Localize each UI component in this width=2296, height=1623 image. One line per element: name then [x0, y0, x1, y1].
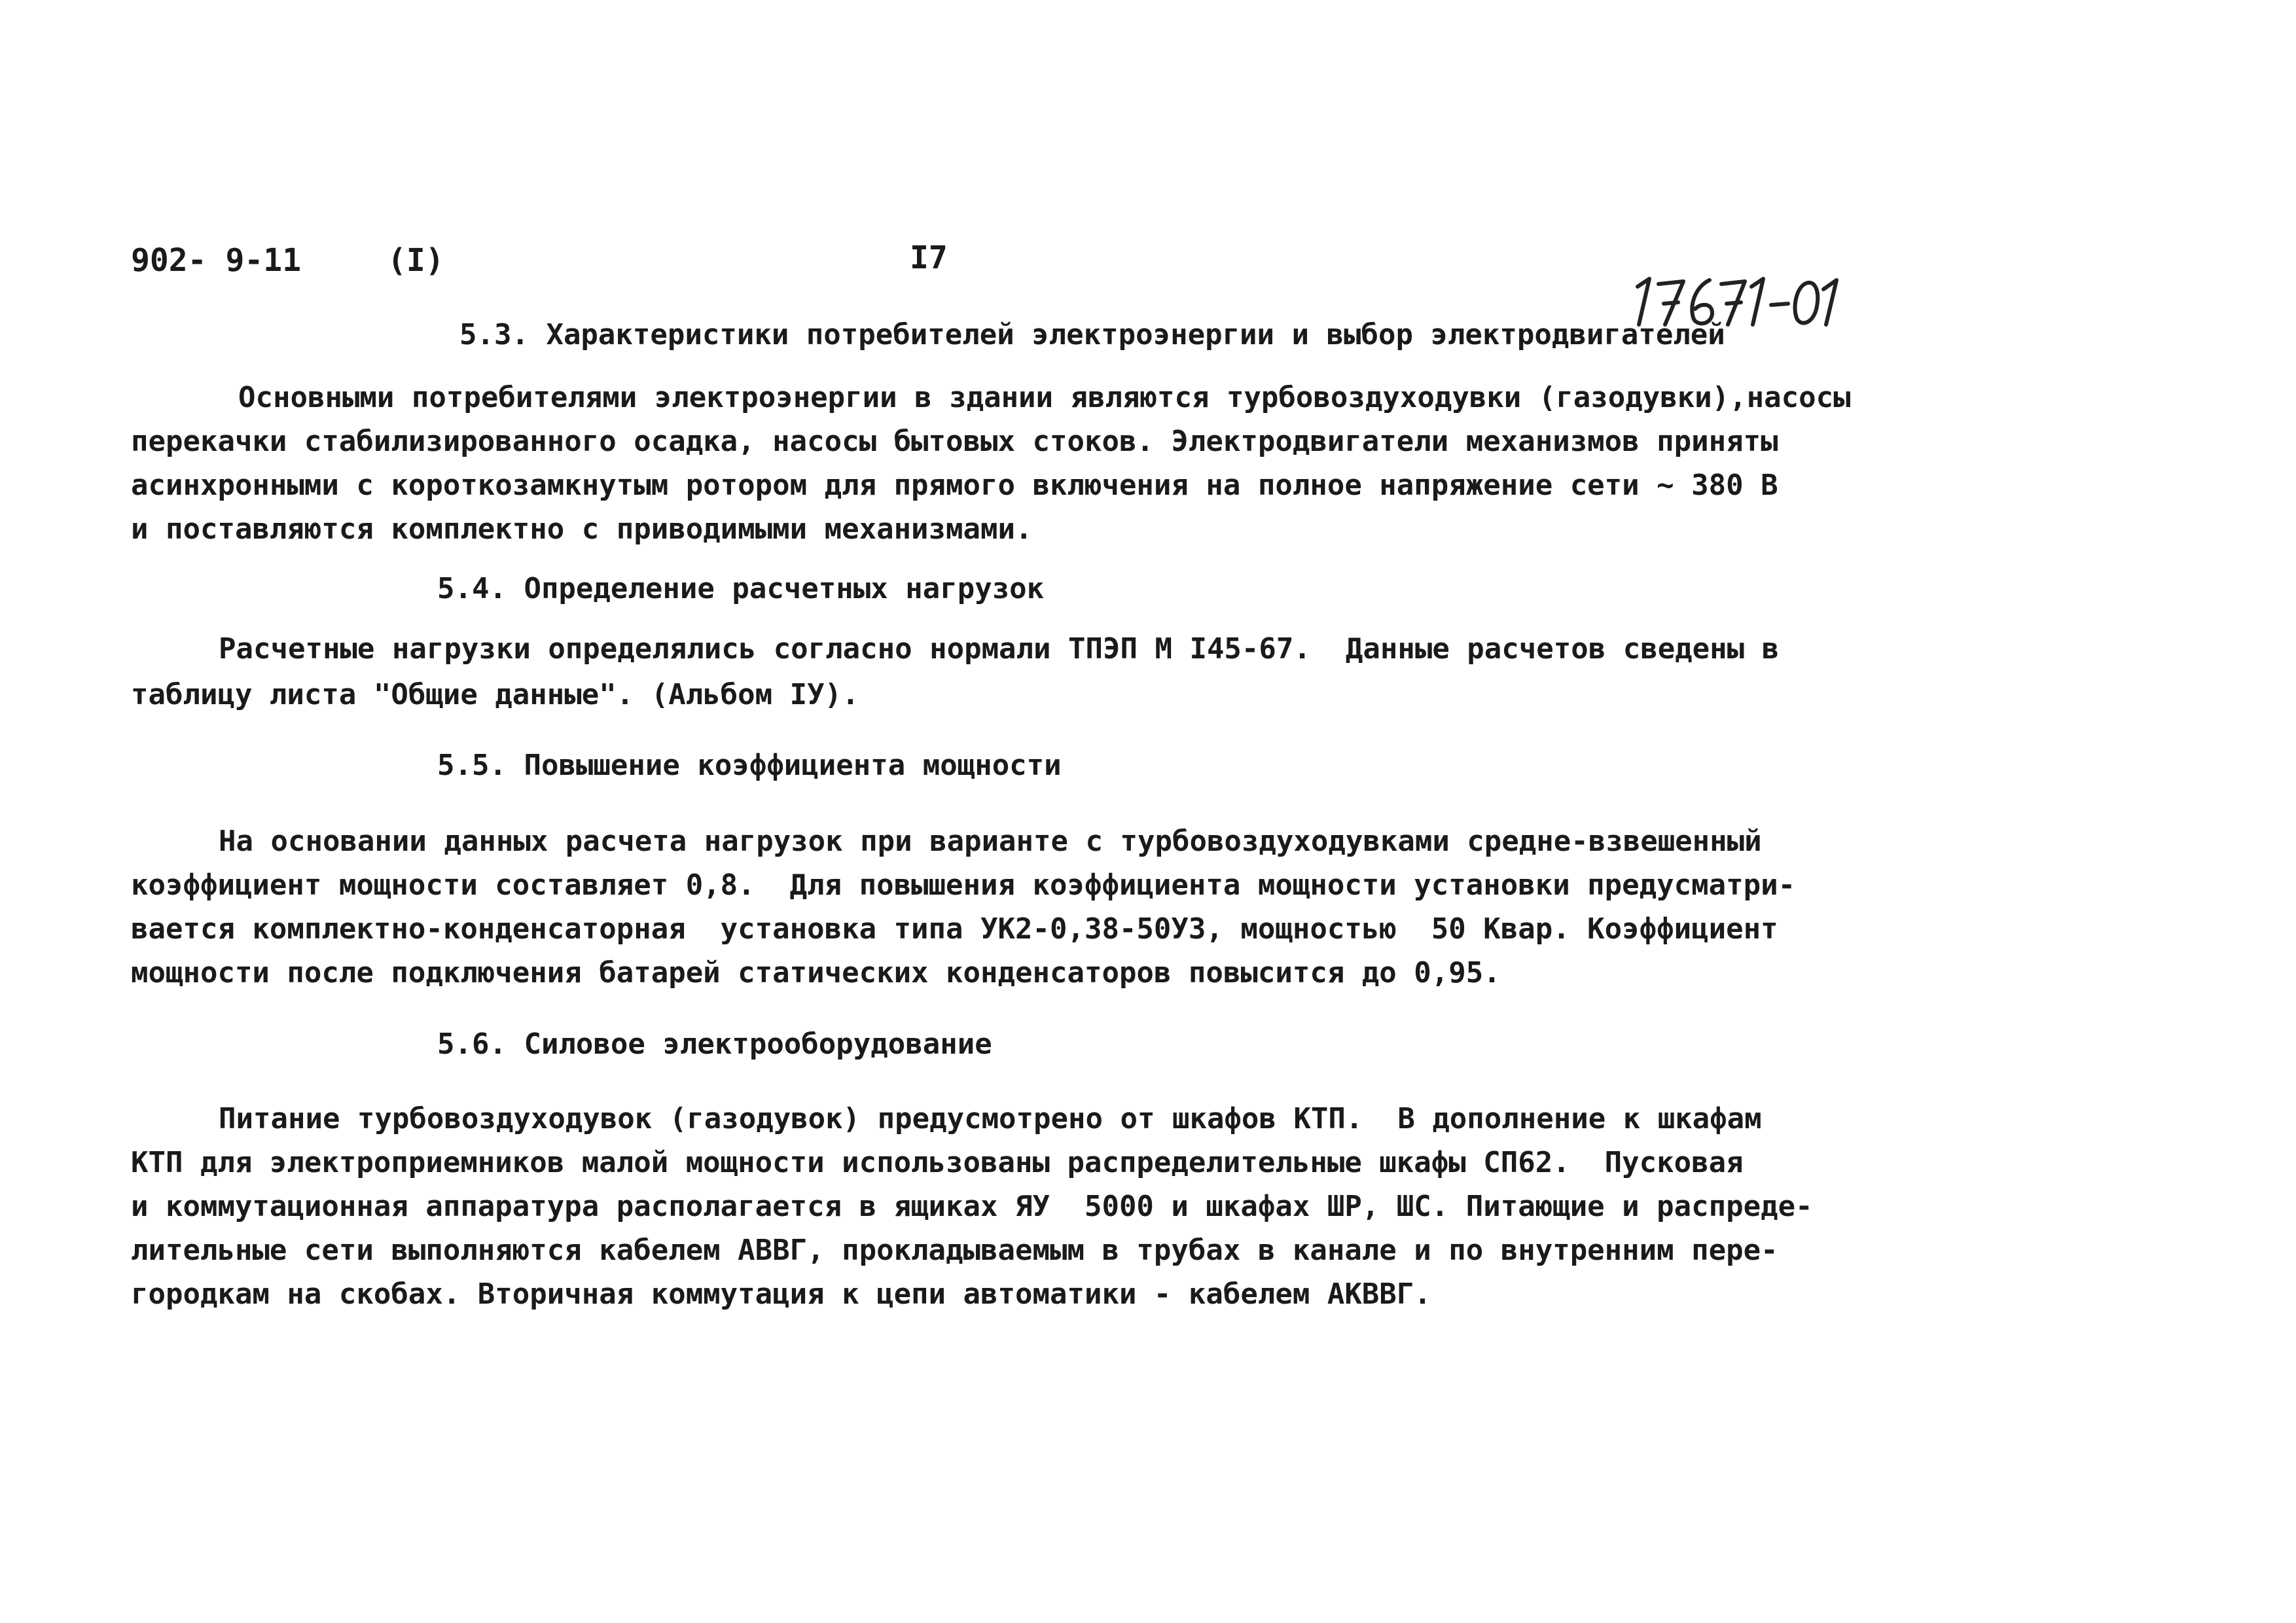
section-heading-5-5: 5.5. Повышение коэффициента мощности — [437, 749, 1062, 782]
document-code: 902- 9-11 — [131, 242, 302, 279]
section-5-5-line-3: вается комплектно-конденсаторная установка типа УК2-0,38-50У3, мощностью 50 Квар. Коэффициент — [131, 912, 1778, 946]
album-number: (I) — [387, 242, 444, 279]
section-heading-5-3: 5.3. Характеристики потребителей электроэнергии и выбор электродвигателей — [459, 318, 1725, 351]
section-heading-5-6: 5.6. Силовое электрооборудование — [437, 1027, 992, 1061]
section-5-4-line-2: таблицу листа "Общие данные". (Альбом IУ). — [131, 678, 859, 711]
page-number: I7 — [910, 240, 948, 276]
section-5-5-line-4: мощности после подключения батарей статических конденсаторов повысится до 0,95. — [131, 956, 1501, 990]
section-5-6-line-5: городкам на скобах. Вторичная коммутация к цепи автоматики - кабелем АКВВГ. — [131, 1277, 1431, 1311]
section-5-4-line-1: Расчетные нагрузки определялись согласно нормали ТПЭП М I45-67. Данные расчетов сведены в — [219, 632, 1780, 666]
section-5-6-line-4: лительные сети выполняются кабелем АВВГ, прокладываемым в трубах в канале и по внутренним пере- — [131, 1234, 1778, 1267]
section-5-5-line-1: На основании данных расчета нагрузок при варианте с турбовоздуходувками средне-взвешенный — [219, 825, 1762, 858]
section-5-6-line-1: Питание турбовоздуходувок (газодувок) предусмотрено от шкафов КТП. В дополнение к шкафам — [219, 1102, 1762, 1135]
section-5-3-line-2: перекачки стабилизированного осадка, насосы бытовых стоков. Электродвигатели механизмов приняты — [131, 425, 1778, 458]
section-5-5-line-2: коэффициент мощности составляет 0,8. Для повышения коэффициента мощности установки предусматри- — [131, 868, 1796, 902]
section-5-6-line-2: КТП для электроприемников малой мощности использованы распределительные шкафы СП62. Пусковая — [131, 1146, 1744, 1179]
section-5-3-line-4: и поставляются комплектно с приводимыми механизмами. — [131, 512, 1033, 546]
section-5-3-line-3: асинхронными с короткозамкнутым ротором для прямого включения на полное напряжение сети ∼ 380 В — [131, 469, 1778, 502]
section-heading-5-4: 5.4. Определение расчетных нагрузок — [437, 572, 1045, 605]
section-5-6-line-3: и коммутационная аппаратура располагается в ящиках ЯУ 5000 и шкафах ШР, ШС. Питающие и распреде- — [131, 1190, 1813, 1223]
section-5-3-line-1: Основными потребителями электроэнергии в здании являются турбовоздуходувки (газодувки),насосы — [238, 381, 1851, 414]
